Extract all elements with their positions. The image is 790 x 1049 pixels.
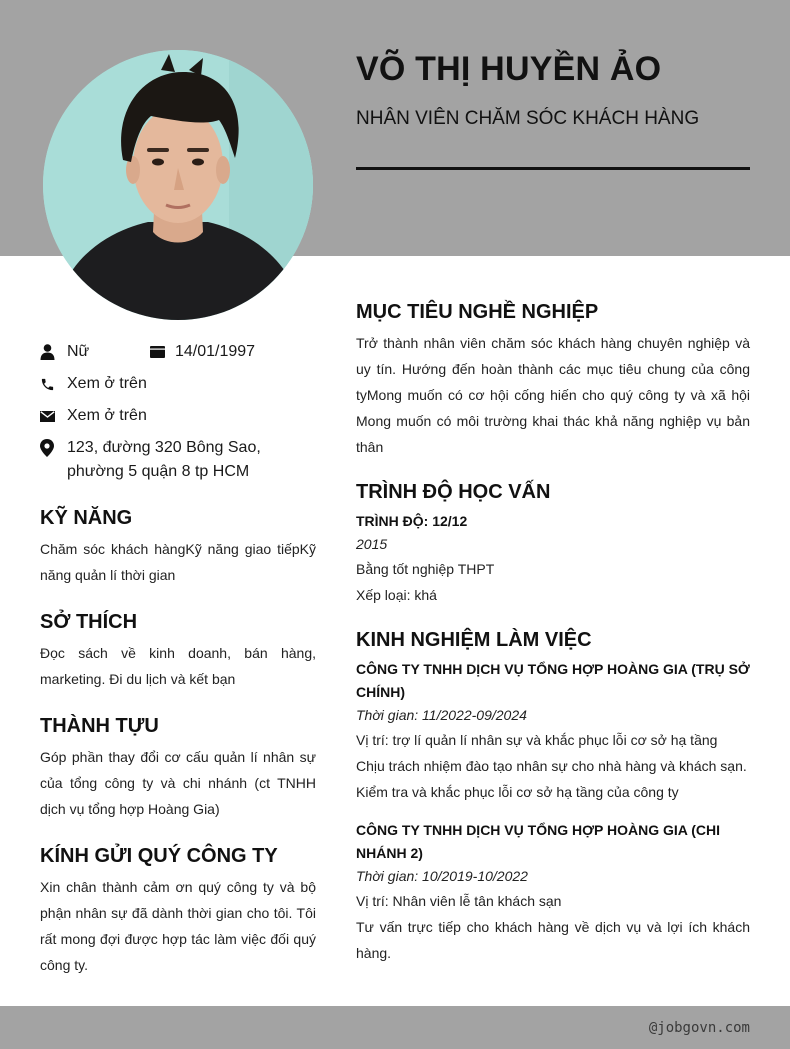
hobbies-body: Đọc sách về kinh doanh, bán hàng, marketing. Đi du lịch và kết bạn <box>40 645 316 687</box>
candidate-name: VÕ THỊ HUYỀN ẢO <box>356 50 662 88</box>
job-company: CÔNG TY TNHH DỊCH VỤ TỔNG HỢP HOÀNG GIA (TRỤ SỞ CHÍNH) <box>356 661 750 700</box>
profile-photo <box>43 50 313 320</box>
objective-body: Trở thành nhân viên chăm sóc khách hàng chuyên nghiệp và uy tín. Hướng đến hoàn thành các mục tiêu chung của công tyMong muốn có cơ hội cống hiến cho quý công ty và xã hội Mong muốn có môi trường khai thác khả năng nghiệp vụ bản thân <box>356 335 750 455</box>
achievements-body: Góp phần thay đổi cơ cấu quản lí nhân sự của tổng công ty và chi nhánh (ct TNHH dịch vụ tổng hợp Hoàng Gia) <box>40 749 316 817</box>
person-icon <box>40 340 67 364</box>
job-line: Tư vấn trực tiếp cho khách hàng về dịch vụ và lợi ích khách hàng. <box>356 919 750 961</box>
email-row <box>40 404 316 428</box>
achievements-title: THÀNH TỰU <box>40 715 159 737</box>
footer-brand[interactable]: @jobgovn.com <box>648 1020 750 1036</box>
job-line: Kiểm tra và khắc phục lỗi cơ sở hạ tầng của công ty <box>356 784 679 800</box>
job-line: Vị trí: trợ lí quản lí nhân sự và khắc phục lỗi cơ sở hạ tầng <box>356 732 718 748</box>
mail-icon <box>40 404 67 428</box>
phone-row <box>40 372 316 396</box>
gender-value: Nữ <box>67 343 90 360</box>
candidate-job-title: NHÂN VIÊN CHĂM SÓC KHÁCH HÀNG <box>356 108 700 129</box>
job-entry <box>356 819 750 966</box>
letter-body: Xin chân thành cảm ơn quý công ty và bộ phận nhân sự đã dành thời gian cho tôi. Tôi rất mong đợi được hợp tác làm việc đối quý công ty. <box>40 879 316 973</box>
left-column <box>40 340 316 978</box>
education-grade: Xếp loại: khá <box>356 587 437 603</box>
job-line: Chịu trách nhiệm đào tạo nhân sự cho nhà hàng và khách sạn. <box>356 758 747 774</box>
address-value: 123, đường 320 Bông Sao, phường 5 quận 8 tp HCM <box>67 439 261 480</box>
job-entry <box>356 658 750 805</box>
skills-title: KỸ NĂNG <box>40 507 133 529</box>
education-degree: Bằng tốt nghiệp THPT <box>356 561 495 577</box>
right-column <box>356 300 750 980</box>
title-divider <box>356 167 750 170</box>
experience-title: KINH NGHIỆM LÀM VIỆC <box>356 629 592 651</box>
education-year: 2015 <box>356 536 388 552</box>
gender-row <box>40 340 316 364</box>
education-title: TRÌNH ĐỘ HỌC VẤN <box>356 481 551 503</box>
job-period: Thời gian: 11/2022-09/2024 <box>356 707 527 723</box>
objective-title: MỤC TIÊU NGHỀ NGHIỆP <box>356 301 599 323</box>
job-line: Vị trí: Nhân viên lễ tân khách sạn <box>356 893 562 909</box>
phone-value: Xem ở trên <box>67 375 147 392</box>
skills-body: Chăm sóc khách hàngKỹ năng giao tiếpKỹ năng quản lí thời gian <box>40 541 316 583</box>
map-pin-icon <box>40 436 67 460</box>
job-company: CÔNG TY TNHH DỊCH VỤ TỔNG HỢP HOÀNG GIA (CHI NHÁNH 2) <box>356 822 721 861</box>
calendar-icon <box>150 340 175 364</box>
email-value: Xem ở trên <box>67 407 147 424</box>
dob-group <box>150 340 255 364</box>
portrait-illustration <box>43 50 313 320</box>
letter-title: KÍNH GỬI QUÝ CÔNG TY <box>40 845 278 867</box>
job-period: Thời gian: 10/2019-10/2022 <box>356 868 528 884</box>
dob-value: 14/01/1997 <box>175 343 256 360</box>
address-row <box>40 436 316 484</box>
footer-band <box>0 1006 790 1049</box>
education-level: TRÌNH ĐỘ: 12/12 <box>356 513 468 529</box>
phone-icon <box>40 372 67 396</box>
hobbies-title: SỞ THÍCH <box>40 611 138 633</box>
